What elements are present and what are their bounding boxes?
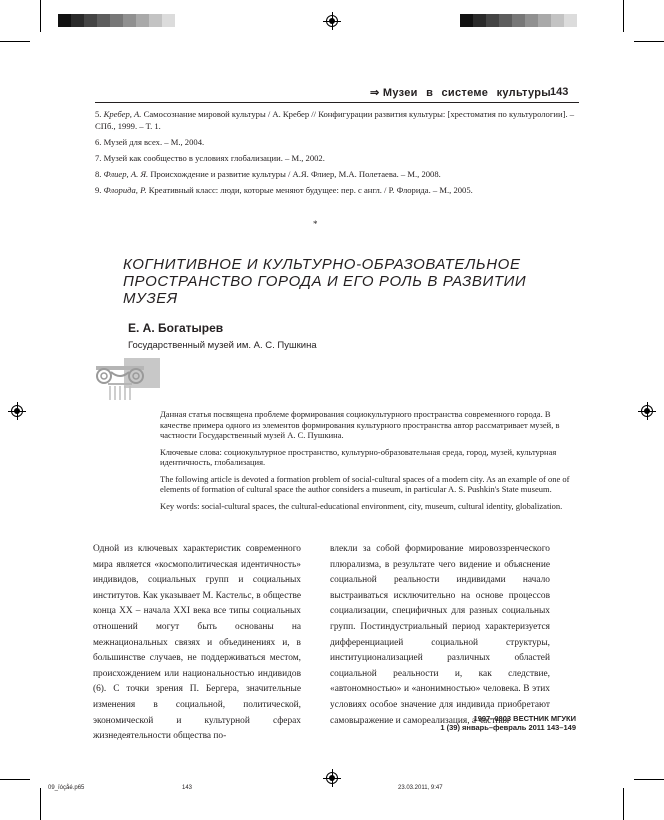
color-swatch <box>473 14 486 27</box>
color-swatch <box>58 14 71 27</box>
reference-list <box>95 108 581 200</box>
keywords-en: Key words: social-cultural spaces, the cultural-educational environment, city, museum, cultural identity, globalization. <box>160 500 563 511</box>
color-swatch <box>551 14 564 27</box>
color-swatch <box>577 14 590 27</box>
color-swatch <box>486 14 499 27</box>
color-swatch <box>564 14 577 27</box>
right-color-bar <box>460 14 590 27</box>
abstract <box>160 409 580 517</box>
body-column-left: Одной из ключевых характеристик современного мира является «космополитическая идентичность» индивидов, социальных групп и социальных институтов. Как указывает М. Кастельс, в обществе конца XX – начала XXI века все типы социальных отношений могут быть основаны на межнациональных связях и объединениях и, в большинстве случаев, не поддерживаться местом, происхождением или национальностью индивидов (6). С точки зрения П. Бергера, значительные изменения в социальной, политической, экономической и культурной сферах жизнедеятельности общества по- <box>93 544 301 742</box>
reference-item: 7. Музей как сообщество в условиях глобализации. – М., 2002. <box>95 153 325 163</box>
crop-mark <box>634 779 664 780</box>
reference-item: 6. Музей для всех. – М., 2004. <box>95 137 205 147</box>
arrow-icon: ⇒ <box>370 87 380 99</box>
crop-mark <box>0 41 30 42</box>
article-title: КОГНИТИВНОЕ И КУЛЬТУРНО-ОБРАЗОВАТЕЛЬНОЕ ПРОСТРАНСТВО ГОРОДА И ЕГО РОЛЬ В РАЗВИТИИ МУЗЕЯ <box>123 256 527 307</box>
page-number: 143 <box>550 86 569 98</box>
slug-file: 09_ïóçåé.p65 <box>48 785 85 791</box>
registration-mark-bottom <box>323 769 341 787</box>
crop-mark <box>623 788 624 820</box>
crop-mark <box>623 0 624 32</box>
slug-datetime: 23.03.2011, 9:47 <box>398 785 443 791</box>
abstract-en: The following article is devoted a formation problem of social-cultural spaces of a modern city. As an example of one of elements of formation of cultural space the author considers a museum, in particular A. S. Pushkin's State museum. <box>160 473 570 494</box>
running-header <box>370 86 551 99</box>
crop-mark <box>0 779 30 780</box>
color-swatch <box>499 14 512 27</box>
slug-page: 143 <box>182 785 193 791</box>
color-swatch <box>538 14 551 27</box>
registration-mark-top <box>323 12 341 30</box>
registration-mark-right <box>638 402 656 420</box>
section-separator: * <box>313 219 318 229</box>
column-capital-icon <box>94 356 162 402</box>
journal-footer-issn: 1997–0803 ВЕСТНИК МГУКИ <box>473 714 576 723</box>
body-column-right: влекли за собой формирование мировоззренческого плюрализма, в результате чего видение и объяснение социальной реальности индивидами начало выстраиваться исключительно на основе процессов социализации, специфичных для разных социальных групп. Постиндустриальный период характеризуется дифференциацией социальной структуры, институционализацией различных областей социальной реальности и, как следствие, «автономностью» и «анонимностью» человека. В этих условиях особое значение для индивида приобретают самовыражение и самореализация, а частная <box>330 544 550 726</box>
reference-item: 8. Флиер, А. Я. Происхождение и развитие культуры / А.Я. Флиер, М.А. Полетаева. – М., 2008. <box>95 169 441 179</box>
color-swatch <box>136 14 149 27</box>
article-author: Е. А. Богатырев <box>128 321 224 335</box>
reference-item: 5. Кребер, А. Самосознание мировой культуры / А. Кребер // Конфигурации развития культуры: [хрестоматия по культурологии]. – СПб., 1999. – Т. 1. <box>95 109 575 131</box>
section-title: Музеи в системе культуры <box>382 87 551 99</box>
reference-item: 9. Флорида, Р. Креативный класс: люди, которые меняют будущее: пер. с англ. / Р. Флорида. – М., 2005. <box>95 185 473 195</box>
keywords-ru: Ключевые слова: социокультурное пространство, культурно-образовательная среда, город, музей, культурная идентичность, глобализация. <box>160 446 557 467</box>
color-swatch <box>84 14 97 27</box>
color-swatch <box>97 14 110 27</box>
color-swatch <box>175 14 188 27</box>
abstract-ru: Данная статья посвящена проблеме формирования социокультурного пространства современного города. В качестве примера одного из элементов формирования культурного пространства автор рассматривает музей, в частности Государственный музей А. С. Пушкина. <box>160 409 560 440</box>
color-swatch <box>525 14 538 27</box>
journal-footer-issue: 1 (39) январь–февраль 2011 143–149 <box>440 723 576 732</box>
color-swatch <box>71 14 84 27</box>
color-swatch <box>460 14 473 27</box>
left-color-bar <box>58 14 188 27</box>
article-affiliation: Государственный музей им. А. С. Пушкина <box>128 340 317 351</box>
color-swatch <box>512 14 525 27</box>
crop-mark <box>40 0 41 32</box>
registration-mark-left <box>8 402 26 420</box>
color-swatch <box>110 14 123 27</box>
crop-mark <box>40 788 41 820</box>
color-swatch <box>123 14 136 27</box>
color-swatch <box>162 14 175 27</box>
color-swatch <box>149 14 162 27</box>
header-rule <box>95 102 579 103</box>
crop-mark <box>634 41 664 42</box>
